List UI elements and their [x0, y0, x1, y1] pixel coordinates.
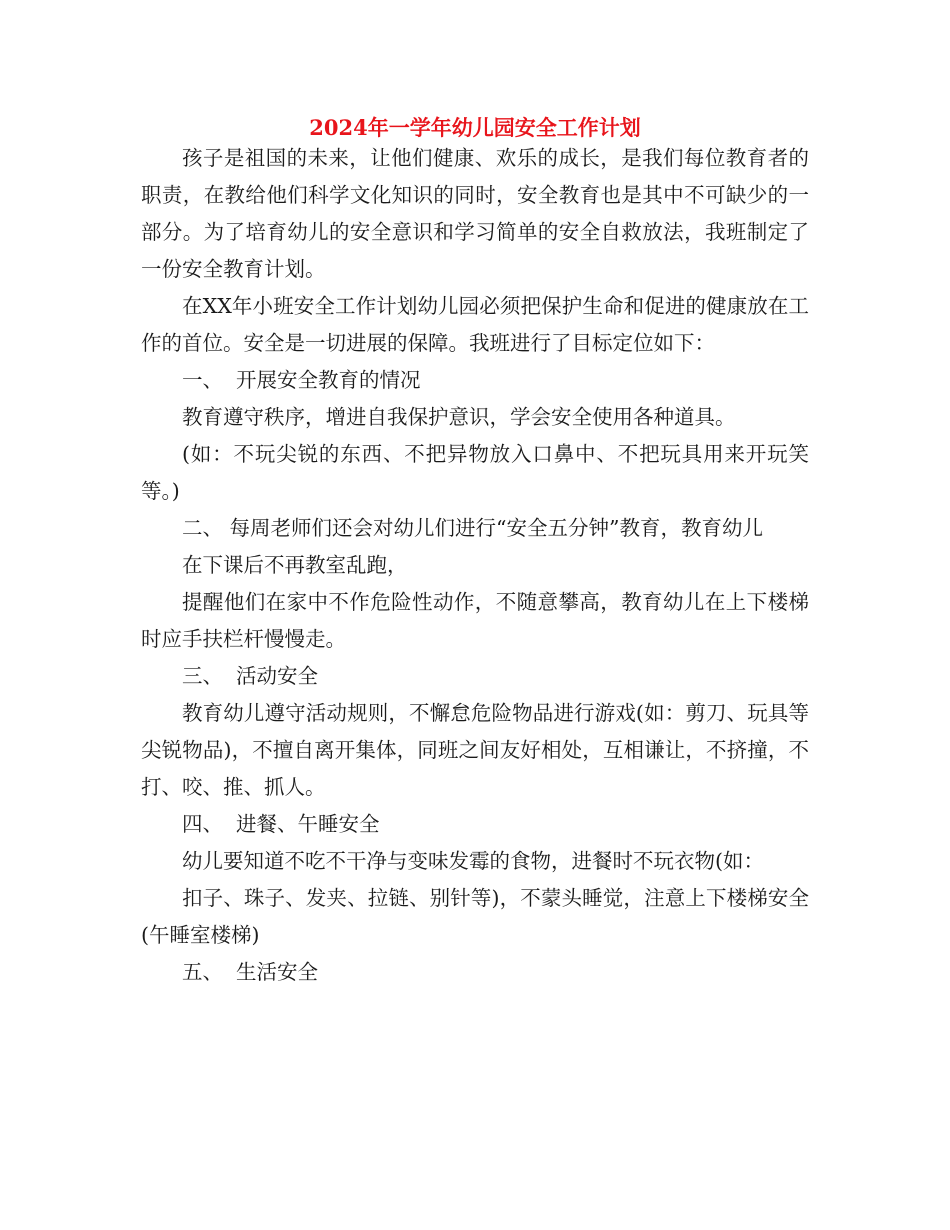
- paragraph: 教育幼儿遵守活动规则，不懈怠危险物品进行游戏(如：剪刀、玩具等尖锐物品)，不擅自离开集体，同班之间友好相处，互相谦让，不挤撞，不打、咬、推、抓人。: [141, 701, 809, 799]
- section-heading-3: 三、 活动安全: [182, 664, 319, 688]
- section-heading-5: 五、 生活安全: [182, 960, 319, 984]
- paragraph: 幼儿要知道不吃不干净与变味发霉的食物，进餐时不玩衣物(如：: [182, 849, 764, 873]
- document-body: [141, 140, 809, 991]
- section-heading-1: 一、 开展安全教育的情况: [182, 368, 421, 392]
- paragraph: 教育遵守秩序，增进自我保护意识，学会安全使用各种道具。: [182, 405, 736, 429]
- paragraph-intro: 孩子是祖国的未来，让他们健康、欢乐的成长，是我们每位教育者的职责，在教给他们科学文化知识的同时，安全教育也是其中不可缺少的一部分。为了培育幼儿的安全意识和学习简单的安全自救放法，我班制定了一份安全教育计划。: [141, 146, 809, 281]
- section-heading-2: 二、 每周老师们还会对幼儿们进行“安全五分钟”教育，教育幼儿: [182, 516, 763, 540]
- paragraph-goal: 在XX年小班安全工作计划幼儿园必须把保护生命和促进的健康放在工作的首位。安全是一切进展的保障。我班进行了目标定位如下：: [141, 294, 809, 355]
- paragraph: 在下课后不再教室乱跑，: [182, 553, 408, 577]
- document-title: 2024年一学年幼儿园安全工作计划: [309, 115, 641, 140]
- paragraph: 扣子、珠子、发夹、拉链、别针等)，不蒙头睡觉，注意上下楼梯安全(午睡室楼梯): [141, 886, 809, 947]
- paragraph: 提醒他们在家中不作危险性动作，不随意攀高，教育幼儿在上下楼梯时应手扶栏杆慢慢走。: [141, 590, 809, 651]
- paragraph: (如：不玩尖锐的东西、不把异物放入口鼻中、不把玩具用来开玩笑等。): [141, 442, 809, 503]
- section-heading-4: 四、 进餐、午睡安全: [182, 812, 380, 836]
